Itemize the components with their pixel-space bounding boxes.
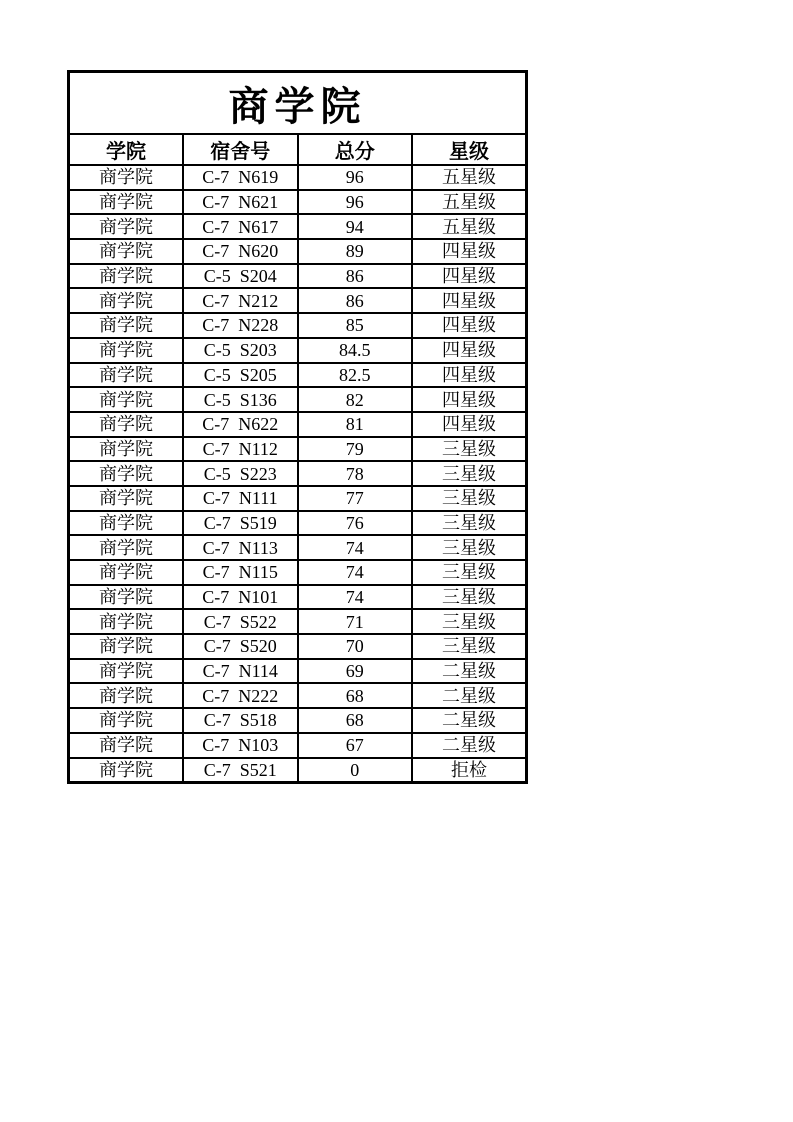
cell-college: 商学院 [69,758,184,783]
cell-score: 86 [298,264,413,289]
table-body [69,165,527,783]
table-row [69,708,527,733]
table-row [69,511,527,536]
cell-score: 76 [298,511,413,536]
table-row [69,214,527,239]
cell-star: 三星级 [412,585,527,610]
cell-college: 商学院 [69,190,184,215]
cell-score: 96 [298,165,413,190]
cell-college: 商学院 [69,609,184,634]
cell-college: 商学院 [69,313,184,338]
cell-dorm: C-7 S521 [183,758,298,783]
cell-college: 商学院 [69,412,184,437]
cell-score: 68 [298,708,413,733]
cell-star: 五星级 [412,190,527,215]
cell-star: 五星级 [412,214,527,239]
cell-star: 二星级 [412,659,527,684]
cell-star: 五星级 [412,165,527,190]
cell-dorm: C-7 S520 [183,634,298,659]
table-row [69,560,527,585]
cell-college: 商学院 [69,708,184,733]
cell-dorm: C-7 N617 [183,214,298,239]
cell-score: 89 [298,239,413,264]
cell-dorm: C-7 N111 [183,486,298,511]
cell-college: 商学院 [69,363,184,388]
cell-star: 四星级 [412,338,527,363]
table-row [69,486,527,511]
cell-dorm: C-7 N228 [183,313,298,338]
cell-star: 三星级 [412,461,527,486]
cell-score: 82.5 [298,363,413,388]
cell-dorm: C-5 S223 [183,461,298,486]
cell-college: 商学院 [69,659,184,684]
table-row [69,387,527,412]
cell-college: 商学院 [69,535,184,560]
cell-star: 三星级 [412,437,527,462]
cell-score: 96 [298,190,413,215]
cell-star: 拒检 [412,758,527,783]
table-row [69,313,527,338]
table-row [69,190,527,215]
table-row [69,535,527,560]
table-row [69,412,527,437]
cell-score: 84.5 [298,338,413,363]
cell-college: 商学院 [69,239,184,264]
cell-college: 商学院 [69,683,184,708]
table-row [69,609,527,634]
cell-dorm: C-7 N619 [183,165,298,190]
cell-dorm: C-7 N114 [183,659,298,684]
dorm-score-table [67,70,528,784]
cell-dorm: C-7 S519 [183,511,298,536]
cell-college: 商学院 [69,437,184,462]
cell-star: 四星级 [412,264,527,289]
cell-star: 二星级 [412,708,527,733]
cell-dorm: C-7 S522 [183,609,298,634]
cell-college: 商学院 [69,560,184,585]
cell-score: 79 [298,437,413,462]
cell-score: 78 [298,461,413,486]
cell-star: 四星级 [412,412,527,437]
cell-score: 74 [298,560,413,585]
cell-score: 71 [298,609,413,634]
cell-college: 商学院 [69,288,184,313]
column-header-star: 星级 [412,134,527,165]
table-row [69,758,527,783]
cell-star: 四星级 [412,363,527,388]
table-row [69,733,527,758]
cell-dorm: C-7 N620 [183,239,298,264]
page-title: 商学院 [69,72,527,135]
cell-score: 81 [298,412,413,437]
cell-dorm: C-7 N103 [183,733,298,758]
table-row [69,585,527,610]
cell-score: 70 [298,634,413,659]
cell-college: 商学院 [69,585,184,610]
table-row [69,264,527,289]
cell-score: 67 [298,733,413,758]
column-header-score: 总分 [298,134,413,165]
column-header-dorm: 宿舍号 [183,134,298,165]
cell-college: 商学院 [69,511,184,536]
cell-dorm: C-7 N621 [183,190,298,215]
column-header-college: 学院 [69,134,184,165]
cell-score: 74 [298,585,413,610]
cell-score: 94 [298,214,413,239]
table-row [69,338,527,363]
cell-score: 68 [298,683,413,708]
cell-dorm: C-7 N112 [183,437,298,462]
cell-star: 三星级 [412,486,527,511]
cell-score: 86 [298,288,413,313]
cell-star: 三星级 [412,511,527,536]
table-title-row [69,72,527,135]
cell-dorm: C-7 N113 [183,535,298,560]
table-row [69,683,527,708]
cell-star: 三星级 [412,535,527,560]
document-sheet [67,70,528,784]
table-row [69,165,527,190]
table-header-row [69,134,527,165]
cell-dorm: C-7 N101 [183,585,298,610]
cell-dorm: C-5 S203 [183,338,298,363]
table-row [69,634,527,659]
cell-dorm: C-5 S136 [183,387,298,412]
cell-college: 商学院 [69,214,184,239]
cell-college: 商学院 [69,486,184,511]
cell-score: 69 [298,659,413,684]
cell-star: 二星级 [412,733,527,758]
cell-college: 商学院 [69,264,184,289]
cell-dorm: C-7 S518 [183,708,298,733]
cell-college: 商学院 [69,461,184,486]
cell-score: 77 [298,486,413,511]
cell-star: 三星级 [412,560,527,585]
cell-college: 商学院 [69,165,184,190]
cell-star: 四星级 [412,313,527,338]
cell-dorm: C-7 N222 [183,683,298,708]
cell-college: 商学院 [69,634,184,659]
cell-dorm: C-7 N622 [183,412,298,437]
cell-score: 74 [298,535,413,560]
table-row [69,437,527,462]
cell-star: 四星级 [412,387,527,412]
cell-star: 四星级 [412,288,527,313]
cell-dorm: C-7 N212 [183,288,298,313]
cell-dorm: C-5 S205 [183,363,298,388]
cell-college: 商学院 [69,733,184,758]
cell-college: 商学院 [69,387,184,412]
cell-star: 四星级 [412,239,527,264]
cell-score: 85 [298,313,413,338]
cell-dorm: C-5 S204 [183,264,298,289]
cell-college: 商学院 [69,338,184,363]
cell-star: 三星级 [412,609,527,634]
cell-score: 82 [298,387,413,412]
cell-star: 三星级 [412,634,527,659]
table-row [69,363,527,388]
table-row [69,239,527,264]
table-row [69,659,527,684]
table-row [69,288,527,313]
cell-dorm: C-7 N115 [183,560,298,585]
cell-star: 二星级 [412,683,527,708]
cell-score: 0 [298,758,413,783]
table-row [69,461,527,486]
